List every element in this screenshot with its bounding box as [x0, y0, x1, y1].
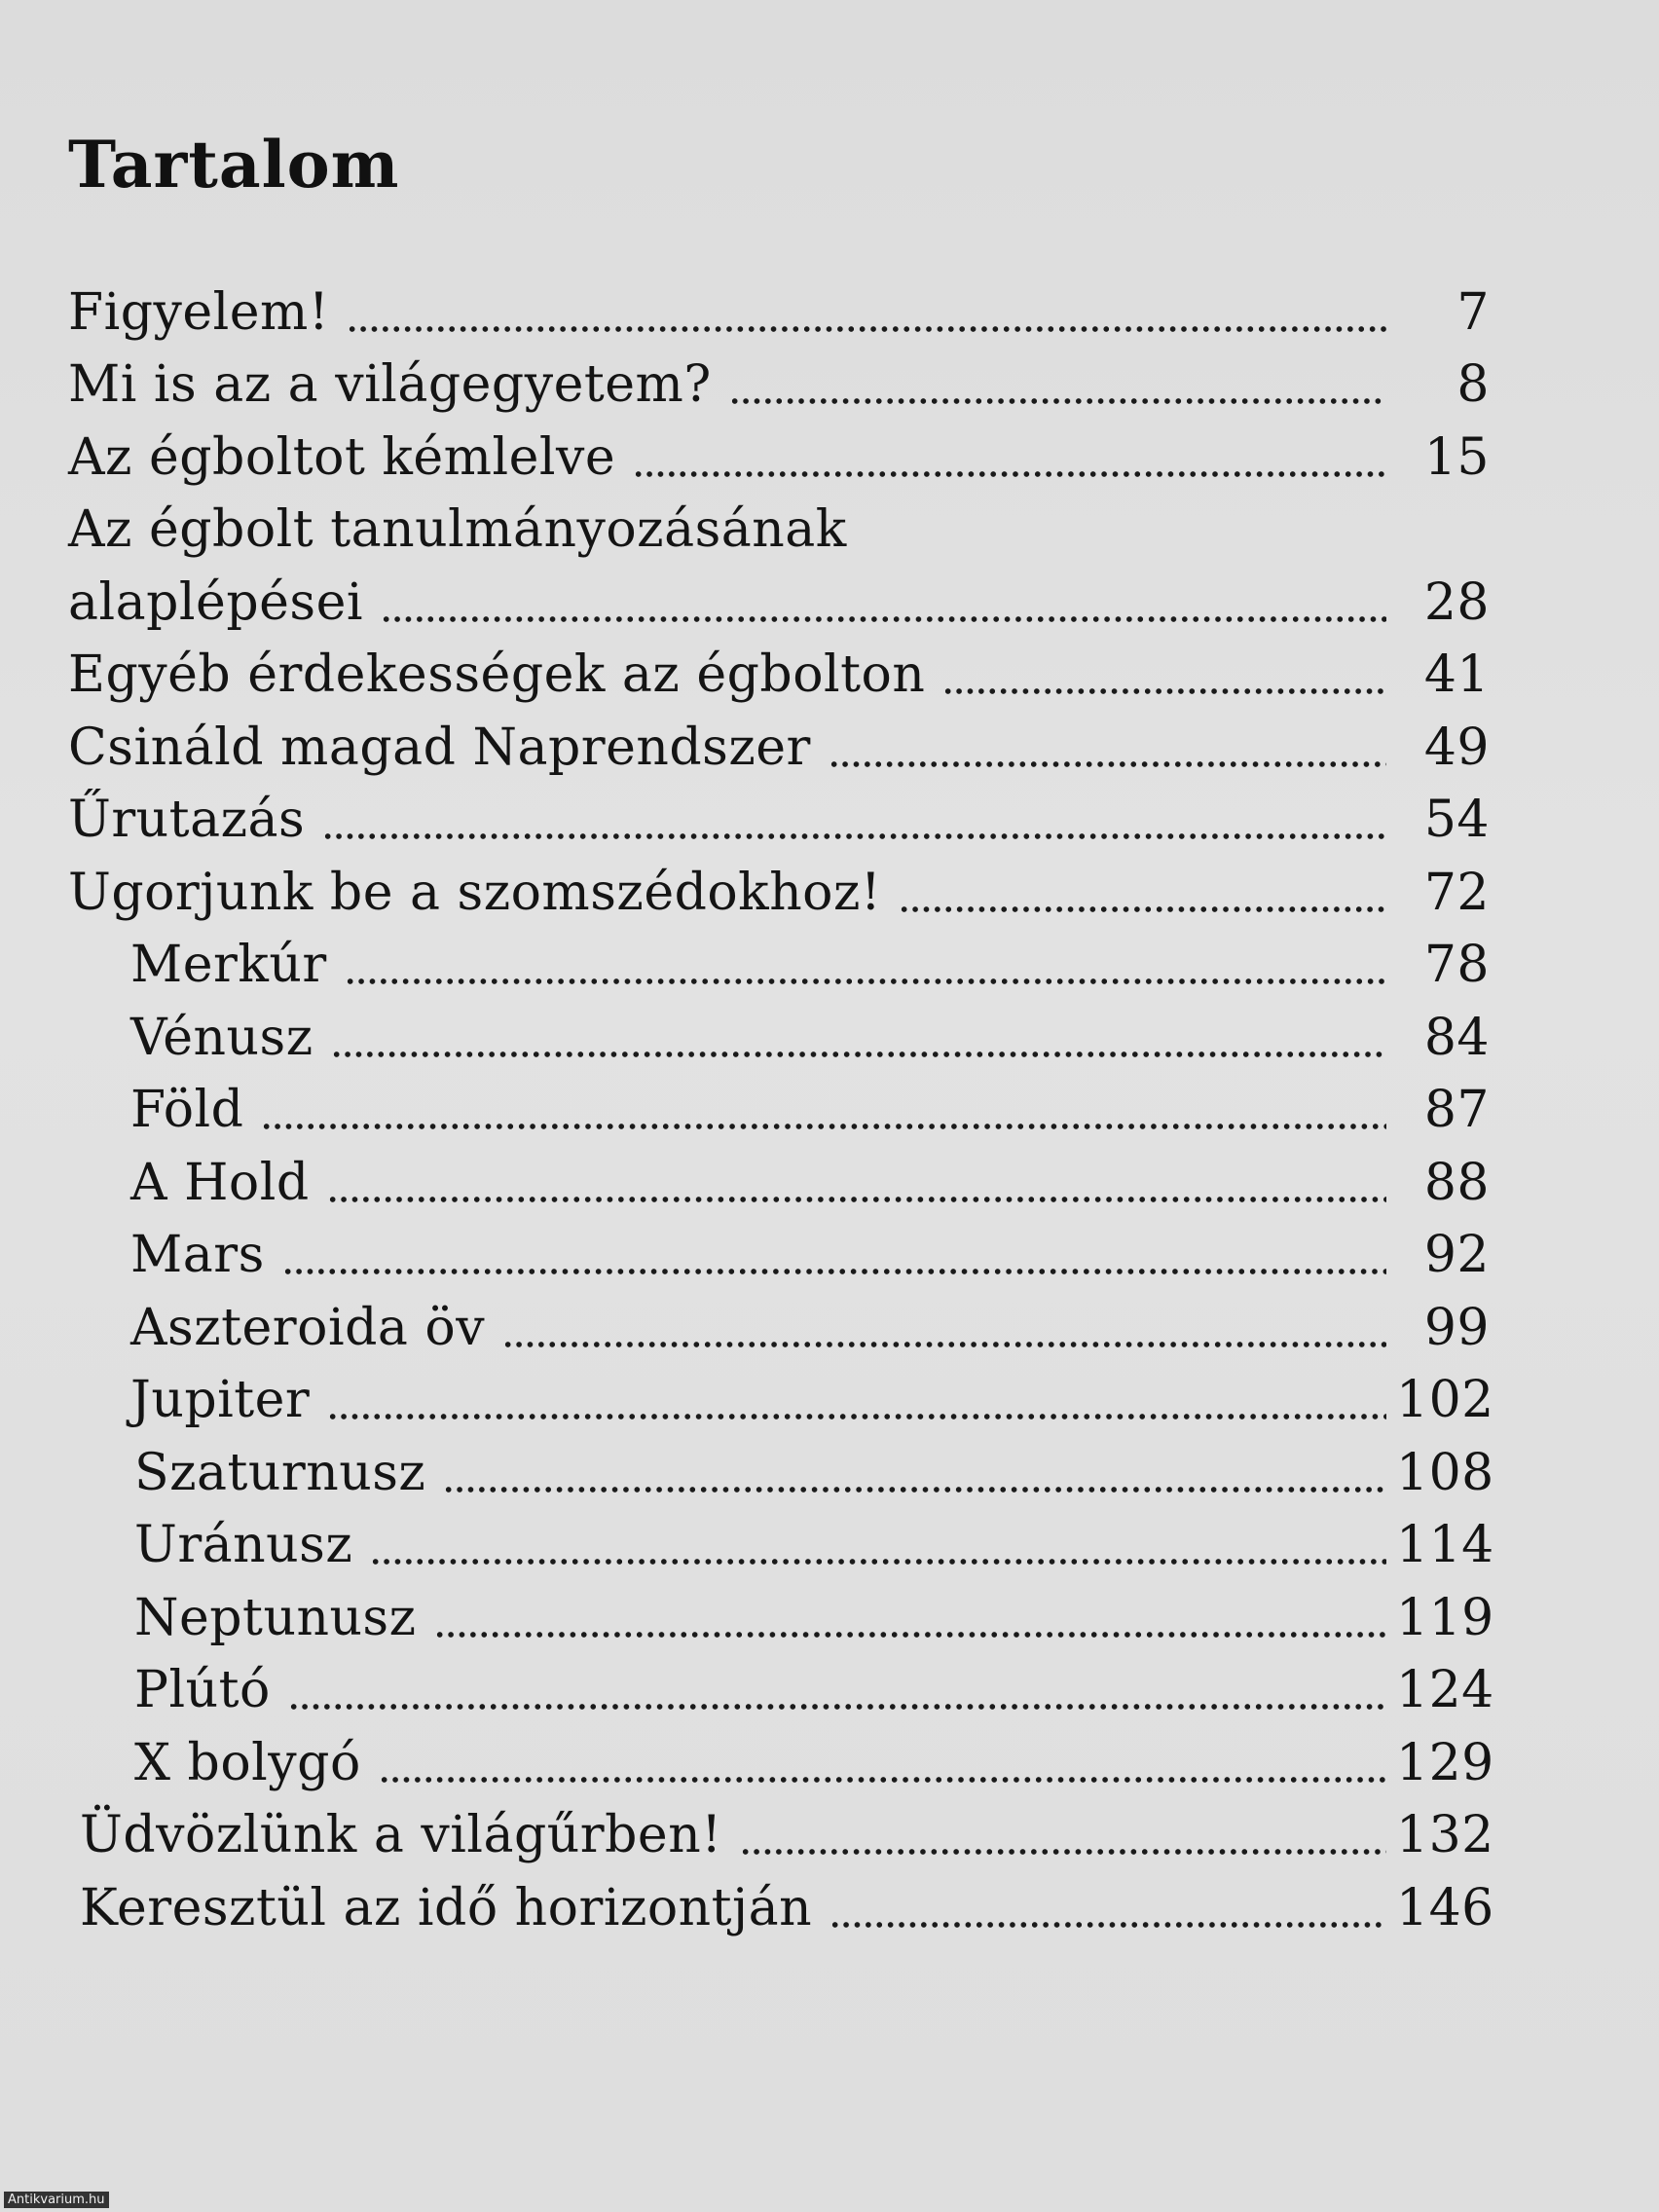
toc-page-number: 54 — [1423, 791, 1490, 849]
dot-leader — [740, 1849, 1386, 1855]
toc-entry-label: Keresztül az idő horizontján — [80, 1878, 813, 1937]
toc-entry-label: A Hold — [130, 1153, 310, 1212]
dot-leader — [633, 471, 1386, 477]
toc-entry-label: Plútó — [134, 1661, 271, 1719]
toc-entry-label: Figyelem! — [68, 282, 330, 342]
toc-row — [68, 708, 1490, 781]
toc-row — [68, 853, 1490, 926]
toc-entry-label: Az égboltot kémlelve — [68, 427, 616, 487]
toc-row-sub — [68, 1071, 1490, 1144]
toc-row-sub — [68, 1723, 1494, 1796]
toc-entry-label: Ugorjunk be a szomszédokhoz! — [68, 863, 882, 922]
toc-page-number: 49 — [1423, 718, 1490, 777]
page-title: Tartalom — [68, 127, 400, 203]
toc-page-number: 78 — [1423, 936, 1490, 994]
toc-page-number: 88 — [1423, 1153, 1490, 1212]
dot-leader — [322, 833, 1386, 839]
toc-row — [68, 1868, 1494, 1941]
toc-row — [68, 346, 1490, 419]
dot-leader — [345, 978, 1386, 984]
watermark-label: Antikvarium.hu — [4, 2192, 109, 2208]
dot-leader — [434, 1632, 1386, 1638]
dot-leader — [502, 1342, 1386, 1347]
toc-row — [68, 563, 1490, 636]
toc-page-number: 28 — [1423, 572, 1490, 632]
dot-leader — [899, 906, 1386, 912]
toc-page-number: 124 — [1396, 1661, 1494, 1719]
dot-leader — [829, 761, 1386, 767]
toc-row — [68, 491, 1490, 564]
dot-leader — [347, 326, 1386, 332]
toc-entry-label: Mi is az a világegyetem? — [68, 355, 712, 414]
toc-row-sub — [68, 1433, 1494, 1506]
dot-leader — [729, 398, 1386, 404]
toc-entry-label: Szaturnusz — [134, 1443, 426, 1502]
toc-entry-label: Uránusz — [134, 1516, 353, 1574]
toc-row — [68, 418, 1490, 491]
dot-leader — [443, 1487, 1386, 1493]
toc-page-number: 7 — [1456, 282, 1490, 342]
toc-entry-label: Neptunusz — [134, 1588, 417, 1647]
toc-row-sub — [68, 998, 1490, 1071]
dot-leader — [830, 1922, 1386, 1928]
toc-entry-label: Merkúr — [130, 936, 327, 994]
toc-row-sub — [68, 1651, 1494, 1724]
toc-row-sub — [68, 1506, 1494, 1579]
toc-row-sub — [68, 926, 1490, 999]
toc-page-number: 41 — [1423, 645, 1490, 704]
toc-page-number: 114 — [1396, 1516, 1494, 1574]
toc-entry-label: Egyéb érdekességek az égbolton — [68, 645, 926, 704]
toc-page-number: 146 — [1396, 1878, 1494, 1937]
toc-entry-label: Föld — [130, 1081, 244, 1139]
toc-row — [68, 781, 1490, 854]
toc-entry-label: Csináld magad Naprendszer — [68, 718, 811, 777]
dot-leader — [942, 688, 1386, 694]
toc-row — [68, 273, 1490, 346]
toc-entry-label: Üdvözlünk a világűrben! — [80, 1806, 722, 1864]
toc-page-number: 15 — [1423, 427, 1490, 487]
toc-page-number: 132 — [1396, 1806, 1494, 1864]
toc-page-number: 72 — [1423, 863, 1490, 922]
dot-leader — [370, 1559, 1386, 1565]
toc-page-number: 99 — [1423, 1298, 1490, 1357]
toc-row — [68, 636, 1490, 709]
toc-entry-label: alaplépései — [68, 572, 363, 632]
toc-row — [68, 1796, 1494, 1869]
toc-row-sub — [68, 1216, 1490, 1289]
toc-row-sub — [68, 1288, 1490, 1361]
toc-page-number: 129 — [1396, 1733, 1494, 1792]
dot-leader — [379, 1777, 1386, 1783]
table-of-contents — [68, 273, 1494, 1941]
dot-leader — [381, 616, 1386, 622]
toc-entry-label: Az égbolt tanulmányozásának — [68, 500, 847, 559]
toc-page-number: 102 — [1396, 1371, 1494, 1429]
dot-leader — [282, 1269, 1386, 1274]
toc-page-number — [1396, 555, 1490, 563]
toc-entry-label: X bolygó — [134, 1733, 361, 1792]
toc-entry-label: Űrutazás — [68, 791, 306, 849]
dot-leader — [331, 1051, 1386, 1057]
dot-leader — [327, 1197, 1386, 1202]
toc-page-number: 87 — [1423, 1081, 1490, 1139]
toc-entry-label: Jupiter — [130, 1371, 311, 1429]
toc-row-sub — [68, 1578, 1494, 1651]
toc-entry-label: Aszteroida öv — [130, 1298, 486, 1357]
toc-entry-label: Mars — [130, 1226, 265, 1284]
toc-page-number: 119 — [1396, 1588, 1494, 1647]
dot-leader — [327, 1414, 1386, 1419]
toc-entry-label: Vénusz — [130, 1008, 313, 1067]
toc-row-sub — [68, 1143, 1490, 1216]
toc-page-number: 108 — [1396, 1443, 1494, 1502]
toc-page-number: 92 — [1423, 1226, 1490, 1284]
dot-leader — [261, 1124, 1386, 1129]
toc-row-sub — [68, 1361, 1494, 1434]
toc-page-number: 8 — [1456, 355, 1490, 414]
dot-leader — [288, 1704, 1386, 1710]
toc-page-number: 84 — [1423, 1008, 1490, 1067]
